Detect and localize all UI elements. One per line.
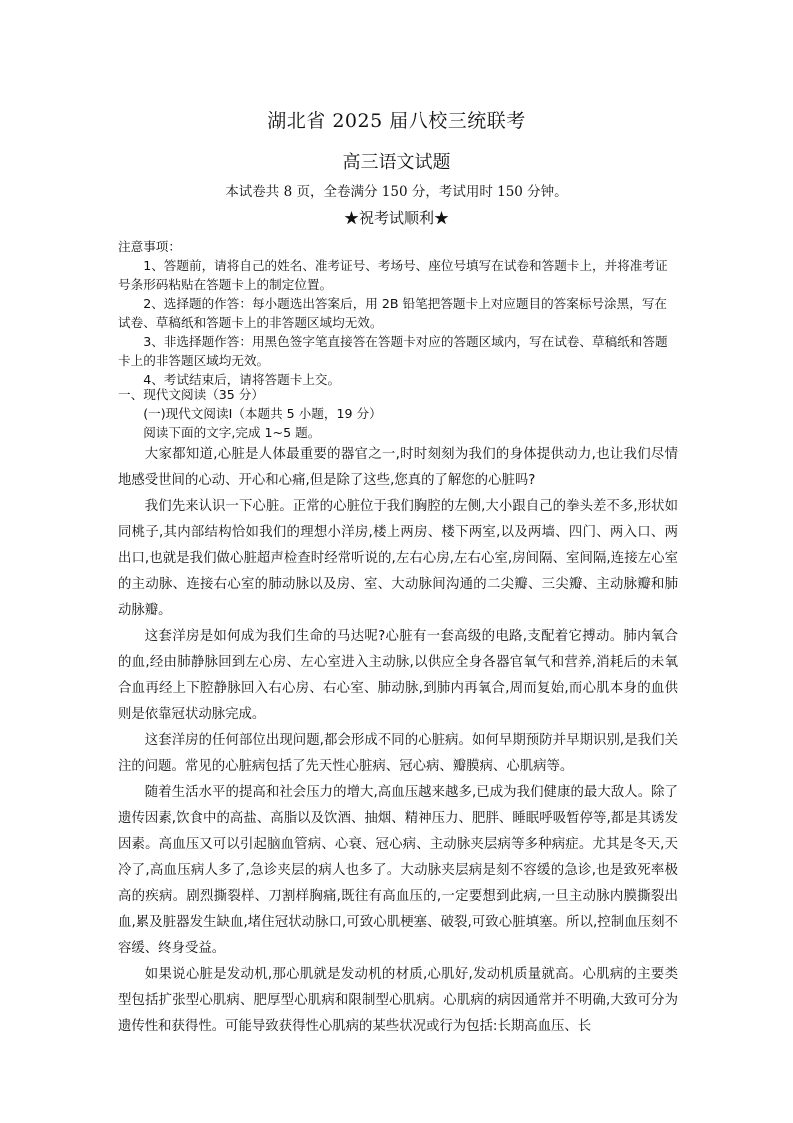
notes-heading: 注意事项： (118, 239, 181, 254)
section-instruction: 阅读下面的文字,完成 1~5 题。 (143, 425, 321, 440)
notes-block (118, 237, 678, 389)
exam-subtitle: 高三语文试题 (342, 152, 451, 173)
reading-passage (118, 442, 678, 1040)
exam-wish: ★祝考试顺利★ (343, 209, 449, 227)
passage-paragraph-1: 大家都知道,心脏是人体最重要的器官之一,时时刻刻为我们的身体提供动力,也让我们尽情地感受世间的心动、开心和心痛,但是除了这些,您真的了解您的心脏吗? (118, 447, 678, 488)
passage-paragraph-6: 如果说心脏是发动机,那心肌就是发动机的材质,心肌好,发动机质量就高。心肌病的主要类型包括扩张型心肌病、肥厚型心肌病和限制型心肌病。心肌病的病因通常并不明确,大致可分为遗传性和获得性。可能导致获得性心肌病的某些状况或行为包括:长期高血压、长 (118, 967, 678, 1034)
passage-paragraph-4: 这套洋房的任何部位出现问题,都会形成不同的心脏病。如何早期预防并早期识别,是我们关注的问题。常见的心脏病包括了先天性心脏病、冠心病、瓣膜病、心肌病等。 (118, 733, 678, 774)
notes-item-3: 3、非选择题作答：用黑色签字笔直接答在答题卡对应的答题区域内，写在试卷、草稿纸和答题卡上的非答题区域均无效。 (118, 334, 668, 368)
exam-title: 湖北省 2025 届八校三统联考 (267, 110, 526, 132)
section-sub-heading: (一)现代文阅读Ⅰ（本题共 5 小题，19 分） (143, 406, 382, 421)
exam-info: 本试卷共 8 页，全卷满分 150 分，考试用时 150 分钟。 (225, 184, 568, 200)
passage-paragraph-2: 我们先来认识一下心脏。正常的心脏位于我们胸腔的左侧,大小跟自己的拳头差不多,形状如同桃子,其内部结构恰如我们的理想小洋房,楼上两房、楼下两室,以及两墙、四门、两入口、两出口,也就是我们做心脏超声检查时经常听说的,左右心房,左右心室,房间隔、室间隔,连接左心室的主动脉、连接右心室的肺动脉以及房、室、大动脉间沟通的二尖瓣、三尖瓣、主动脉瓣和肺动脉瓣。 (118, 499, 678, 618)
notes-item-2: 2、选择题的作答：每小题选出答案后，用 2B 铅笔把答题卡上对应题目的答案标号涂黑，写在试卷、草稿纸和答题卡上的非答题区域均无效。 (118, 296, 668, 330)
notes-item-4: 4、考试结束后，请将答题卡上交。 (143, 372, 341, 387)
passage-paragraph-5: 随着生活水平的提高和社会压力的增大,高血压越来越多,已成为我们健康的最大敌人。除了遗传因素,饮食中的高盐、高脂以及饮酒、抽烟、精神压力、肥胖、睡眠呼吸暂停等,都是其诱发因素。高血压又可以引起脑血管病、心衰、冠心病、主动脉夹层病等多种病症。尤其是冬天,天冷了,高血压病人多了,急诊夹层的病人也多了。大动脉夹层病是刻不容缓的急诊,也是致死率极高的疾病。剧烈撕裂样、刀割样胸痛,既往有高血压的,一定要想到此病,一旦主动脉内膜撕裂出血,累及脏器发生缺血,堵住冠状动脉口,可致心肌梗塞、破裂,可致心脏填塞。所以,控制血压刻不容缓、终身受益。 (118, 785, 678, 956)
passage-paragraph-3: 这套洋房是如何成为我们生命的马达呢?心脏有一套高级的电路,支配着它搏动。肺内氧合的血,经由肺静脉回到左心房、左心室进入主动脉,以供应全身各器官氧气和营养,消耗后的未氧合血再经上下腔静脉回入右心房、右心室、肺动脉,到肺内再氧合,周而复始,而心肌本身的血供则是依靠冠状动脉完成。 (118, 629, 678, 722)
notes-item-1: 1、答题前，请将自己的姓名、准考证号、考场号、座位号填写在试卷和答题卡上，并将准考证号条形码粘贴在答题卡上的制定位置。 (118, 258, 668, 292)
section-part-heading: 一、现代文阅读（35 分） (118, 387, 264, 402)
